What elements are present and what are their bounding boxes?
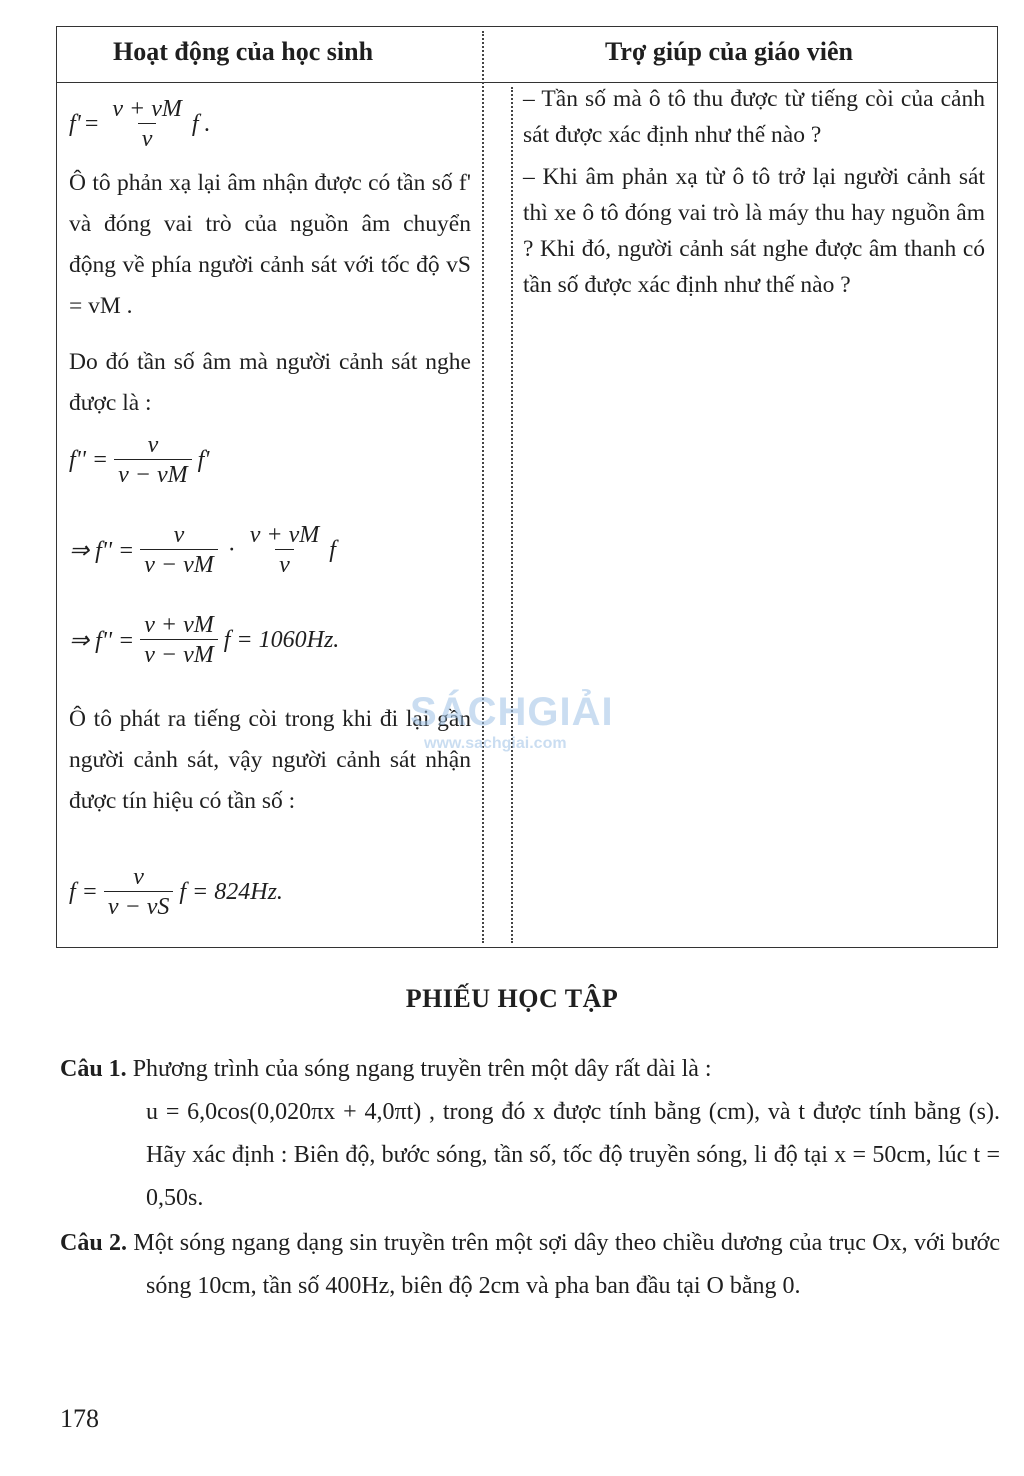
page-number: 178: [60, 1404, 99, 1433]
activity-table: [56, 26, 998, 948]
worksheet-title: PHIẾU HỌC TẬP: [405, 984, 619, 1013]
question-1: [60, 1048, 1000, 1220]
formula-5-num: v: [133, 864, 144, 890]
formula-3-num-b: v + vM: [249, 522, 320, 548]
left-paragraph-2: [69, 342, 471, 424]
question-2: [60, 1222, 1000, 1308]
question-1-label: Câu 1.: [60, 1056, 127, 1082]
formula-1-num: v + vM: [112, 96, 182, 122]
right-paragraph-2-text: – Khi âm phản xạ từ ô tô trở lại người cảnh sát thì xe ô tô đóng vai trò là máy thu hay nguồn âm ? Khi đó, người cảnh sát nghe được âm thanh có tần số được xác định như thế nào ?: [523, 164, 985, 298]
formula-3-den-a: v − vM: [140, 549, 218, 580]
watermark: [410, 690, 614, 753]
formula-4-fraction: [140, 611, 218, 670]
formula-4-num: v + vM: [144, 612, 214, 638]
formula-3-fraction-a: [140, 521, 218, 580]
watermark-logo: SÁCHGIẢI: [410, 690, 614, 734]
formula-5-fraction: [104, 863, 174, 922]
formula-4: [69, 611, 339, 670]
column-divider-left: [482, 31, 484, 943]
question-1-body: u = 6,0cos(0,020πx + 4,0πt) , trong đó x được tính bằng (cm), và t được tính bằng (s). Hãy xác định : Biên độ, bước sóng, tần số, tốc độ truyền sóng, li độ tại x = 50cm, lúc t = 0,50s.: [146, 1099, 1000, 1211]
formula-5-den: v − vS: [104, 891, 174, 922]
header-student-activity: Hoạt động của học sinh: [113, 37, 374, 66]
left-paragraph-1-text: Ô tô phản xạ lại âm nhận được có tần số f' và đóng vai trò của nguồn âm chuyển động về phía người cảnh sát với tốc độ vS = vM .: [69, 170, 471, 319]
formula-2-den: v − vM: [114, 459, 192, 490]
formula-3-rhs: f: [329, 537, 336, 563]
left-paragraph-1: [69, 163, 471, 327]
formula-1: f' = $\frac{v + vM}{v}$ f .: [69, 96, 211, 152]
formula-1-rhs: f .: [191, 111, 211, 137]
formula-1-lhs: f': [69, 111, 81, 137]
formula-4-rhs: f = 1060Hz.: [223, 627, 340, 653]
formula-1-den: v: [138, 123, 157, 154]
formula-2-fraction: [114, 431, 192, 490]
watermark-url: www.sachgiai.com: [424, 735, 567, 752]
formula-3-lhs: ⇒ f'' =: [69, 538, 135, 564]
left-paragraph-2-text: Do đó tần số âm mà người cảnh sát nghe được là :: [69, 349, 471, 416]
formula-3-den-b: v: [275, 549, 294, 580]
right-paragraph-1: [523, 81, 985, 153]
question-1-intro: Phương trình của sóng ngang truyền trên một dây rất dài là :: [132, 1056, 712, 1082]
formula-4-lhs: ⇒ f'' =: [69, 628, 135, 654]
formula-2-num: v: [147, 432, 159, 458]
formula-2: [69, 431, 209, 490]
question-2-body: Một sóng ngang dạng sin truyền trên một sợi dây theo chiều dương của trục Ox, với bước sóng 10cm, tần số 400Hz, biên độ 2cm và pha ban đầu tại O bằng 0.: [133, 1230, 1001, 1299]
column-divider-right: [511, 87, 513, 943]
formula-4-den: v − vM: [140, 639, 218, 670]
right-paragraph-2: [523, 159, 985, 303]
formula-5: [69, 863, 283, 922]
formula-5-rhs: f = 824Hz.: [179, 879, 283, 905]
question-2-label: Câu 2.: [60, 1230, 128, 1256]
table-header: [57, 27, 997, 83]
formula-2-lhs: f'' =: [69, 447, 109, 473]
formula-2-rhs: f': [197, 447, 210, 473]
header-teacher-support: Trợ giúp của giáo viên: [605, 37, 853, 66]
formula-3: ⇒ f'' = $\frac{v}{v - vM}$ · $\frac{v + vM}{v}$ f: [69, 522, 336, 578]
formula-3-num-a: v: [173, 522, 185, 548]
formula-5-lhs: f =: [69, 879, 98, 905]
right-paragraph-1-text: – Tần số mà ô tô thu được từ tiếng còi của cảnh sát được xác định như thế nào ?: [523, 86, 985, 148]
formula-1-fraction: [108, 95, 186, 154]
formula-3-fraction-b: [246, 521, 324, 580]
left-paragraph-3-text: Ô tô phát ra tiếng còi trong khi đi lại gần người cảnh sát, vậy người cảnh sát nhận được tín hiệu có tần số :: [69, 706, 471, 814]
